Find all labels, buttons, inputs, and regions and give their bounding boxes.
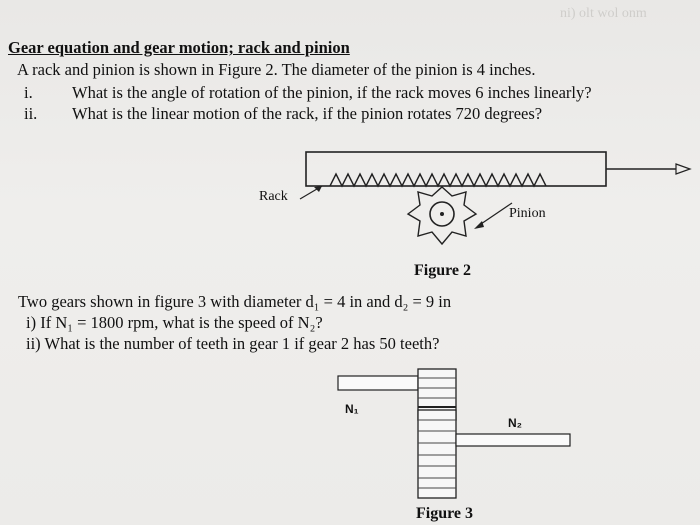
problem-intro: A rack and pinion is shown in Figure 2. The diameter of the pinion is 4 inches. xyxy=(17,60,536,79)
shaft-2 xyxy=(456,434,570,446)
pinion-label: Pinion xyxy=(509,206,546,221)
question-number: i. xyxy=(24,83,33,102)
n2-label: N₂ xyxy=(508,416,522,430)
problem-2-question-1: i) If N₁ = 1800 rpm, what is the speed of N₂? xyxy=(26,313,323,332)
shaft-1 xyxy=(338,376,418,390)
figure-3-caption: Figure 3 xyxy=(416,505,474,522)
figure-2-caption: Figure 2 xyxy=(414,262,472,279)
rack-label: Rack xyxy=(259,189,288,204)
problem-title: Gear equation and gear motion; rack and pinion xyxy=(8,38,350,57)
question-text: What is the angle of rotation of the pinion, if the rack moves 6 inches linearly? xyxy=(72,83,592,102)
question-number: ii. xyxy=(24,104,38,123)
problem-2-question-2: ii) What is the number of teeth in gear 1 if gear 2 has 50 teeth? xyxy=(26,334,440,353)
question-text: What is the linear motion of the rack, if the pinion rotates 720 degrees? xyxy=(72,104,543,123)
problem-2-intro: Two gears shown in figure 3 with diameter d₁ = 4 in and d₂ = 9 in xyxy=(18,292,452,311)
gear-2 xyxy=(418,410,456,498)
n1-label: N₁ xyxy=(345,402,359,416)
bleed-through-text: ni) olt wol onm xyxy=(560,6,647,21)
